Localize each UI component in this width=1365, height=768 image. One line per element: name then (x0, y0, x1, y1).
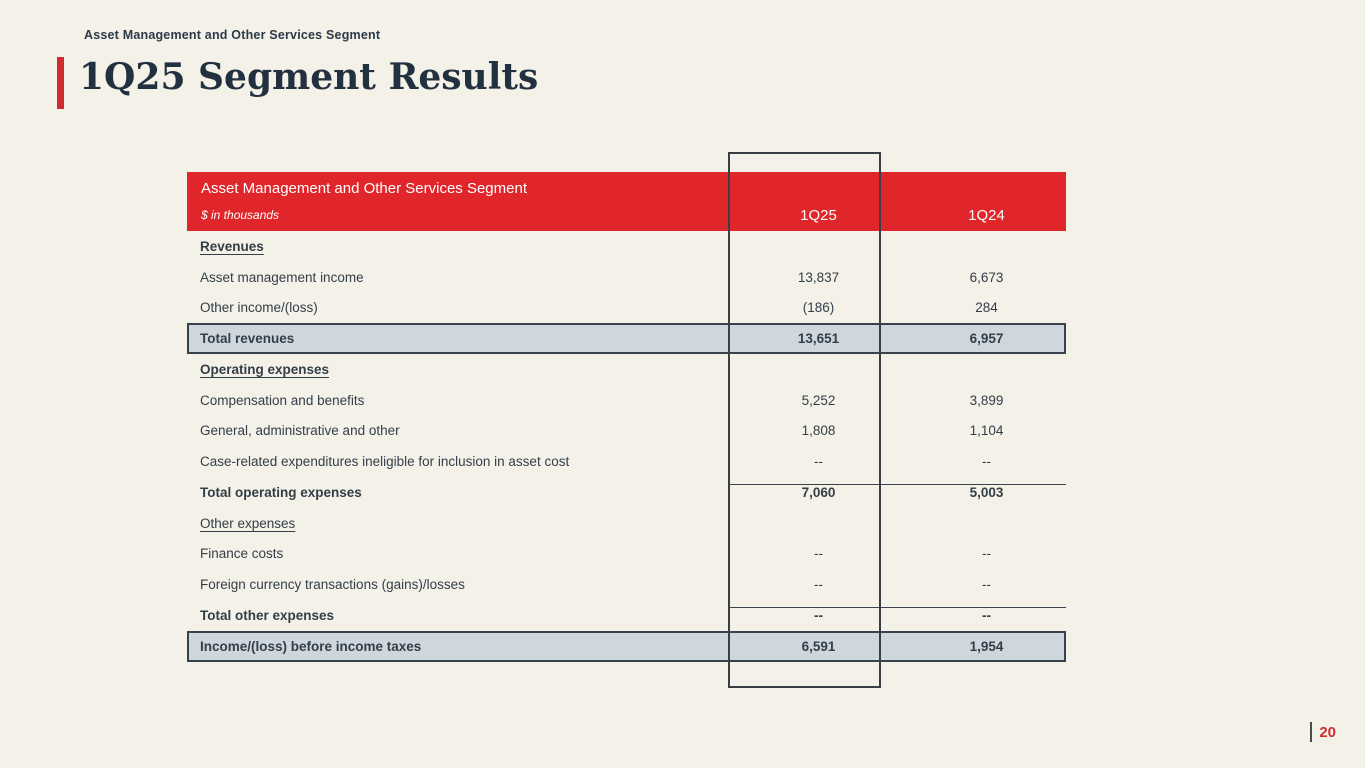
table-total-row (187, 323, 1066, 354)
table-row (187, 569, 1066, 600)
table-row (187, 446, 1066, 477)
table-header-title: Asset Management and Other Services Segment (201, 180, 528, 197)
page-number-divider (1310, 722, 1313, 742)
page-title: 1Q25 Segment Results (79, 56, 539, 98)
eyebrow-text: Asset Management and Other Services Segment (84, 28, 381, 42)
table-header-subtitle: $ in thousands (201, 208, 280, 222)
row-label: General, administrative and other (200, 423, 400, 439)
row-label: Asset management income (200, 269, 364, 285)
row-label: Total operating expenses (200, 484, 362, 500)
row-value-1q25: 6,591 (801, 638, 836, 654)
row-label: Income/(loss) before income taxes (200, 638, 422, 654)
table-row (187, 293, 1066, 324)
row-value-1q24: -- (982, 577, 991, 593)
row-label: Total revenues (200, 331, 295, 347)
table-row (187, 600, 1066, 631)
row-value-1q25: 1,808 (801, 423, 836, 439)
table-row (187, 539, 1066, 570)
row-value-1q24: 1,954 (969, 638, 1004, 654)
row-value-1q24: -- (982, 546, 991, 562)
row-value-1q24: 3,899 (969, 392, 1004, 408)
row-value-1q25: 13,837 (797, 269, 840, 285)
table-row (187, 262, 1066, 293)
table-body (187, 231, 1066, 662)
row-label: Operating expenses (200, 361, 330, 377)
row-value-1q25: -- (814, 577, 823, 593)
row-value-1q25: -- (814, 454, 823, 470)
row-value-1q24: 6,673 (969, 269, 1004, 285)
row-value-1q24: 5,003 (881, 484, 1066, 500)
row-value-1q24: -- (881, 607, 1066, 623)
row-value-1q25: -- (730, 607, 881, 623)
row-value-1q25: 5,252 (801, 392, 836, 408)
row-label: Foreign currency transactions (gains)/losses (200, 577, 465, 593)
row-value-1q25: (186) (802, 300, 835, 316)
row-value-1q24: -- (982, 454, 991, 470)
row-value-1q24: 284 (975, 300, 998, 316)
row-value-1q24: 1,104 (969, 423, 1004, 439)
segment-results-table (187, 172, 1066, 662)
row-value-1q24: 6,957 (969, 331, 1004, 347)
row-label: Revenues (200, 238, 264, 254)
row-label: Case-related expenditures ineligible for inclusion in asset cost (200, 454, 570, 470)
row-value-1q25: 7,060 (730, 484, 881, 500)
row-label: Total other expenses (200, 607, 335, 623)
column-header-1q24: 1Q24 (968, 207, 1005, 224)
table-row (187, 416, 1066, 447)
table-section-row (187, 508, 1066, 539)
row-label: Compensation and benefits (200, 392, 365, 408)
table-row (187, 385, 1066, 416)
page-footer (1310, 722, 1336, 742)
row-value-1q25: -- (814, 546, 823, 562)
row-label: Other income/(loss) (200, 300, 318, 316)
table-row (187, 477, 1066, 508)
row-value-1q25: 13,651 (797, 331, 840, 347)
table-header (187, 172, 1066, 231)
title-accent-bar (57, 57, 64, 109)
page-number: 20 (1319, 723, 1336, 741)
column-header-1q25: 1Q25 (800, 207, 837, 224)
table-total-row (187, 631, 1066, 662)
row-label: Other expenses (200, 515, 296, 531)
row-label: Finance costs (200, 546, 284, 562)
table-section-row (187, 231, 1066, 262)
table-section-row (187, 354, 1066, 385)
